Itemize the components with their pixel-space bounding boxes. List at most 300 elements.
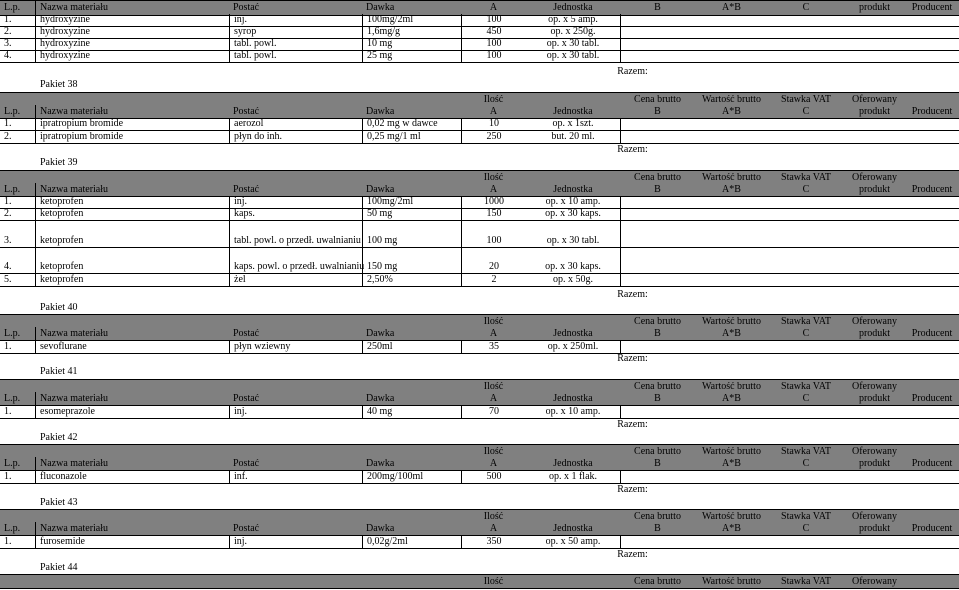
header-cena-brutto-text: Cena brutto: [634, 380, 681, 392]
header-wartosc-brutto-text: Wartość brutto: [702, 315, 761, 327]
header-oferowany-text: Oferowany: [852, 445, 897, 457]
header-form-text: Postać: [233, 522, 260, 534]
header-oferowany-text: Oferowany: [852, 510, 897, 522]
row-lp: [0, 50, 36, 62]
row-dose: [362, 535, 461, 548]
row-name-text: hydroxyzine: [40, 38, 90, 49]
header-produkt: [844, 105, 905, 118]
row-unit: [526, 535, 620, 548]
header-stawka-vat-text: Stawka VAT: [781, 93, 831, 105]
header-wartosc-brutto-text: Wartość brutto: [702, 510, 761, 522]
row-lp-text: 2.: [4, 26, 12, 37]
package-title: [40, 496, 190, 510]
row-form: [229, 118, 362, 130]
row-lp: [0, 196, 36, 208]
header-a: [461, 457, 526, 470]
header-dose-text: Dawka: [366, 327, 395, 339]
header-b: [620, 522, 695, 535]
row-border: [620, 50, 621, 62]
table-row: [0, 220, 959, 248]
row-form: [229, 38, 362, 50]
row-lp-text: 4.: [4, 261, 12, 272]
table-row: [0, 340, 959, 354]
header-lp-text: L.p.: [4, 522, 21, 534]
row-qty: [461, 118, 526, 130]
header-producent-text: Producent: [911, 457, 953, 469]
table-row: [0, 247, 959, 274]
razem-label-text: Razem:: [617, 289, 648, 300]
row-unit-text: op. x 10 amp.: [545, 196, 601, 207]
header-axb: [695, 105, 768, 118]
row-qty-text: 150: [486, 208, 502, 219]
row-qty-text: 100: [486, 38, 502, 49]
header-b-text: B: [654, 2, 661, 13]
header-producent-text: Producent: [911, 392, 953, 404]
header-c: [768, 1, 844, 15]
razem-label-text: Razem:: [617, 66, 648, 77]
razem-label-text: Razem:: [617, 353, 648, 364]
row-name-text: ketoprofen: [40, 261, 84, 272]
row-unit: [526, 273, 620, 286]
header-axb-text: A*B: [722, 105, 741, 117]
header-dose-text: Dawka: [366, 2, 395, 13]
razem-row: [0, 144, 959, 156]
row-form: [229, 470, 362, 483]
header-b-text: B: [654, 522, 661, 534]
row-lp-text: 4.: [4, 50, 12, 61]
row-form: [229, 405, 362, 418]
row-name: [36, 273, 229, 286]
row-qty: [461, 220, 526, 247]
header-unit-text: Jednostka: [553, 327, 593, 339]
header-c: [768, 392, 844, 405]
row-form: [229, 26, 362, 38]
row-unit-text: op. x 10 amp.: [545, 405, 601, 417]
row-dose-text: 0,02g/2ml: [367, 535, 408, 547]
row-lp-text: 2.: [4, 208, 12, 219]
row-qty-text: 100: [486, 50, 502, 61]
row-form: [229, 14, 362, 26]
row-lp: [0, 130, 36, 143]
package-title: [40, 301, 190, 315]
column-header-row: [0, 522, 959, 536]
header-stawka-vat-text: Stawka VAT: [781, 445, 831, 457]
header-c-text: C: [802, 327, 810, 339]
header-a-text: A: [489, 2, 498, 13]
razem-label: [585, 66, 680, 78]
header-form: [229, 105, 362, 118]
header-wartosc-brutto-text: Wartość brutto: [702, 171, 761, 183]
header-name-text: Nazwa materiału: [40, 2, 109, 13]
header-unit-text: Jednostka: [553, 392, 593, 404]
column-header-row: [0, 457, 959, 471]
header-name: [36, 1, 229, 15]
package-title-text: Pakiet 38: [40, 79, 78, 90]
razem-row: [0, 66, 959, 78]
header-c-text: C: [802, 2, 810, 13]
row-qty: [461, 38, 526, 50]
row-name-text: ketoprofen: [40, 235, 84, 246]
header-lp: [0, 457, 36, 470]
header-dose-text: Dawka: [366, 183, 395, 195]
row-unit-text: op. x 50 amp.: [545, 535, 601, 547]
row-unit: [526, 220, 620, 247]
row-name: [36, 26, 229, 38]
header-produkt-text: produkt: [858, 457, 891, 469]
row-name-text: sevoflurane: [40, 340, 87, 352]
row-form-text: inj.: [234, 14, 248, 25]
header-c-text: C: [802, 105, 810, 117]
row-qty-text: 10: [489, 118, 499, 129]
row-lp-text: 1.: [4, 470, 12, 482]
header-produkt-text: produkt: [858, 392, 891, 404]
row-lp-text: 1.: [4, 405, 12, 417]
razem-label: [585, 353, 680, 365]
header-dose-text: Dawka: [366, 392, 395, 404]
row-qty-text: 500: [486, 470, 502, 482]
row-form-text: płyn wziewny: [234, 340, 291, 352]
header-name: [36, 327, 229, 340]
row-lp-text: 1.: [4, 196, 12, 207]
row-lp-text: 3.: [4, 235, 12, 246]
package-title-row: [0, 78, 959, 92]
header-cena-brutto: [620, 575, 695, 588]
header-form: [229, 522, 362, 535]
header-axb-text: A*B: [722, 392, 741, 404]
header-producent: [905, 1, 959, 15]
header-c-text: C: [802, 457, 810, 469]
header-producent-text: Producent: [911, 522, 953, 534]
row-name-text: esomeprazole: [40, 405, 95, 417]
package-title-row: [0, 496, 959, 510]
header-unit: [526, 183, 620, 196]
header-dose: [362, 392, 461, 405]
header-axb: [695, 457, 768, 470]
row-dose: [362, 50, 461, 62]
header-a: [461, 1, 526, 15]
row-name: [36, 535, 229, 548]
row-form-text: inf.: [234, 470, 248, 482]
header-c: [768, 327, 844, 340]
header-producent: [905, 327, 959, 340]
header-unit-text: Jednostka: [553, 457, 593, 469]
row-dose-text: 200mg/100ml: [367, 470, 424, 482]
header-produkt-text: produkt: [858, 105, 891, 117]
header-lp-text: L.p.: [4, 327, 21, 339]
row-lp: [0, 14, 36, 26]
row-lp-text: 5.: [4, 273, 12, 285]
row-qty: [461, 470, 526, 483]
row-name-text: ketoprofen: [40, 273, 84, 285]
row-border: [620, 130, 621, 143]
header-name-text: Nazwa materiału: [40, 457, 109, 469]
row-name: [36, 208, 229, 220]
row-name-text: hydroxyzine: [40, 26, 90, 37]
header-cena-brutto-text: Cena brutto: [634, 93, 681, 105]
header-b-text: B: [654, 327, 661, 339]
header-produkt-text: produkt: [858, 522, 891, 534]
razem-row: [0, 289, 959, 301]
row-name-text: ketoprofen: [40, 196, 84, 207]
row-form-text: tabl. powl. o przedł. uwalnianiu: [234, 235, 361, 246]
header-axb: [695, 1, 768, 15]
razem-row: [0, 419, 959, 431]
row-name: [36, 470, 229, 483]
header-stawka-vat-text: Stawka VAT: [781, 380, 831, 392]
row-form-text: tabl. powl.: [234, 50, 277, 61]
row-dose-text: 100mg/2ml: [367, 14, 414, 25]
header-name-text: Nazwa materiału: [40, 183, 109, 195]
header-c: [768, 105, 844, 118]
header-producent-text: Producent: [911, 2, 953, 13]
row-form: [229, 208, 362, 220]
row-name: [36, 340, 229, 353]
row-form: [229, 340, 362, 353]
row-border: [620, 118, 621, 130]
header-axb-text: A*B: [722, 457, 741, 469]
row-dose-text: 40 mg: [367, 405, 393, 417]
header-name-text: Nazwa materiału: [40, 327, 109, 339]
row-border: [620, 405, 621, 418]
row-unit-text: op. x 5 amp.: [548, 14, 598, 25]
table-row: [0, 273, 959, 287]
razem-label-text: Razem:: [617, 144, 648, 155]
row-qty-text: 350: [486, 535, 502, 547]
row-unit-text: op. x 1szt.: [552, 118, 594, 129]
row-unit: [526, 50, 620, 62]
row-qty-text: 2: [491, 273, 497, 285]
header-name: [36, 392, 229, 405]
header-stawka-vat-text: Stawka VAT: [781, 575, 831, 587]
row-unit: [526, 118, 620, 130]
header-axb-text: A*B: [722, 522, 741, 534]
header-unit-text: Jednostka: [553, 105, 593, 117]
header-name-text: Nazwa materiału: [40, 522, 109, 534]
row-dose-text: 250ml: [367, 340, 393, 352]
header-wartosc-brutto-text: Wartość brutto: [702, 380, 761, 392]
header-unit-text: Jednostka: [553, 183, 593, 195]
row-name: [36, 38, 229, 50]
header-b-text: B: [654, 183, 661, 195]
row-name-text: furosemide: [40, 535, 85, 547]
row-form-text: inj.: [234, 405, 248, 417]
row-lp: [0, 118, 36, 130]
row-border: [620, 38, 621, 50]
row-dose-text: 2,50%: [367, 273, 393, 285]
row-dose: [362, 118, 461, 130]
row-name: [36, 130, 229, 143]
row-qty: [461, 247, 526, 273]
row-border: [620, 196, 621, 208]
row-form-text: syrop: [234, 26, 257, 37]
header-lp: [0, 183, 36, 196]
row-name: [36, 50, 229, 62]
header-unit-text: Jednostka: [553, 2, 593, 13]
header-lp-text: L.p.: [4, 2, 21, 13]
header-c-text: C: [802, 392, 810, 404]
row-lp-text: 2.: [4, 130, 12, 142]
row-lp: [0, 220, 36, 247]
header-produkt-text: produkt: [858, 327, 891, 339]
row-dose: [362, 220, 461, 247]
header-a-text: A: [489, 457, 498, 469]
row-form-text: żel: [234, 273, 246, 285]
row-form-text: kaps. powl. o przedł. uwalnianiu: [234, 261, 365, 272]
razem-label-text: Razem:: [617, 484, 648, 495]
row-unit-text: op. x 30 tabl.: [546, 235, 600, 246]
header-b-text: B: [654, 105, 661, 117]
header-a-text: A: [489, 522, 498, 534]
row-unit: [526, 405, 620, 418]
header-produkt: [844, 1, 905, 15]
header-cena-brutto-text: Cena brutto: [634, 445, 681, 457]
row-unit: [526, 130, 620, 143]
header-unit: [526, 1, 620, 15]
header-ilosc: [461, 575, 526, 588]
row-dose: [362, 405, 461, 418]
header-produkt-text: produkt: [858, 2, 891, 13]
header-name-text: Nazwa materiału: [40, 105, 109, 117]
header-form: [229, 457, 362, 470]
row-dose-text: 25 mg: [367, 50, 393, 61]
row-unit: [526, 196, 620, 208]
row-dose-text: 10 mg: [367, 38, 393, 49]
row-qty: [461, 196, 526, 208]
header-stawka-vat-text: Stawka VAT: [781, 510, 831, 522]
header-c: [768, 183, 844, 196]
row-border: [620, 273, 621, 286]
header-producent: [905, 457, 959, 470]
header-stawka-vat: [768, 575, 844, 588]
header-oferowany: [844, 575, 905, 588]
header-c-text: C: [802, 183, 810, 195]
header-wartosc-brutto-text: Wartość brutto: [702, 93, 761, 105]
header-b: [620, 392, 695, 405]
package-title-row: [0, 301, 959, 315]
row-form-text: aerozol: [234, 118, 264, 129]
header-form-text: Postać: [233, 183, 260, 195]
header-a: [461, 522, 526, 535]
header-name: [36, 457, 229, 470]
row-form: [229, 130, 362, 143]
row-dose: [362, 273, 461, 286]
row-name-text: ketoprofen: [40, 208, 84, 219]
header-dose-text: Dawka: [366, 522, 395, 534]
row-lp-text: 1.: [4, 340, 12, 352]
header-dose-text: Dawka: [366, 457, 395, 469]
row-unit: [526, 38, 620, 50]
row-dose-text: 0,02 mg w dawce: [367, 118, 438, 129]
razem-label: [585, 144, 680, 156]
row-dose-text: 1,6mg/g: [367, 26, 401, 37]
row-name-text: ipratropium bromide: [40, 118, 124, 129]
package-title-text: Pakiet 42: [40, 432, 78, 443]
package-title-text: Pakiet 41: [40, 366, 78, 377]
header-b: [620, 183, 695, 196]
table-row: [0, 405, 959, 419]
row-dose: [362, 38, 461, 50]
header-unit: [526, 392, 620, 405]
row-name: [36, 196, 229, 208]
row-dose: [362, 340, 461, 353]
row-dose: [362, 14, 461, 26]
header-form: [229, 1, 362, 15]
header-oferowany-text: Oferowany: [852, 380, 897, 392]
package-title-text: Pakiet 40: [40, 302, 78, 313]
row-qty: [461, 14, 526, 26]
header-dose: [362, 183, 461, 196]
row-name: [36, 405, 229, 418]
razem-label-text: Razem:: [617, 419, 648, 430]
header-produkt: [844, 183, 905, 196]
row-name: [36, 14, 229, 26]
header-wartosc-brutto-text: Wartość brutto: [702, 445, 761, 457]
row-border: [620, 470, 621, 483]
header-c: [768, 522, 844, 535]
row-lp: [0, 340, 36, 353]
header-produkt: [844, 457, 905, 470]
header-lp-text: L.p.: [4, 457, 21, 469]
header-wartosc-brutto-text: Wartość brutto: [702, 575, 761, 587]
row-dose: [362, 130, 461, 143]
row-dose-text: 150 mg: [367, 261, 398, 272]
row-lp: [0, 208, 36, 220]
row-border: [620, 220, 621, 247]
row-name: [36, 220, 229, 247]
header-b: [620, 457, 695, 470]
header-a-text: A: [489, 392, 498, 404]
row-lp: [0, 26, 36, 38]
row-qty-text: 20: [489, 261, 499, 272]
row-dose: [362, 26, 461, 38]
header-form-text: Postać: [233, 2, 260, 13]
row-border: [620, 208, 621, 220]
row-form-text: kaps.: [234, 208, 255, 219]
row-dose: [362, 470, 461, 483]
row-border: [620, 535, 621, 548]
header-dose-text: Dawka: [366, 105, 395, 117]
row-form-text: inj.: [234, 196, 248, 207]
row-name-text: fluconazole: [40, 470, 87, 482]
header-a-text: A: [489, 183, 498, 195]
row-dose: [362, 196, 461, 208]
header-producent: [905, 183, 959, 196]
row-qty: [461, 535, 526, 548]
header-form: [229, 183, 362, 196]
header-ilosc-text: Ilość: [483, 315, 504, 327]
header-name-text: Nazwa materiału: [40, 392, 109, 404]
row-unit: [526, 26, 620, 38]
package-title-text: Pakiet 44: [40, 562, 78, 573]
razem-label: [585, 419, 680, 431]
row-unit-text: but. 20 ml.: [551, 130, 595, 142]
row-form-text: płyn do inh.: [234, 130, 283, 142]
row-qty: [461, 340, 526, 353]
row-form: [229, 50, 362, 62]
header-produkt: [844, 392, 905, 405]
header-axb: [695, 327, 768, 340]
row-qty-text: 250: [486, 130, 502, 142]
row-form: [229, 220, 362, 247]
package-title: [40, 561, 190, 575]
header-producent: [905, 392, 959, 405]
header-lp-text: L.p.: [4, 183, 21, 195]
header-dose: [362, 1, 461, 15]
package-title: [40, 156, 190, 170]
row-qty-text: 70: [489, 405, 499, 417]
table-row: [0, 535, 959, 549]
row-unit-text: op. x 30 kaps.: [545, 208, 601, 219]
